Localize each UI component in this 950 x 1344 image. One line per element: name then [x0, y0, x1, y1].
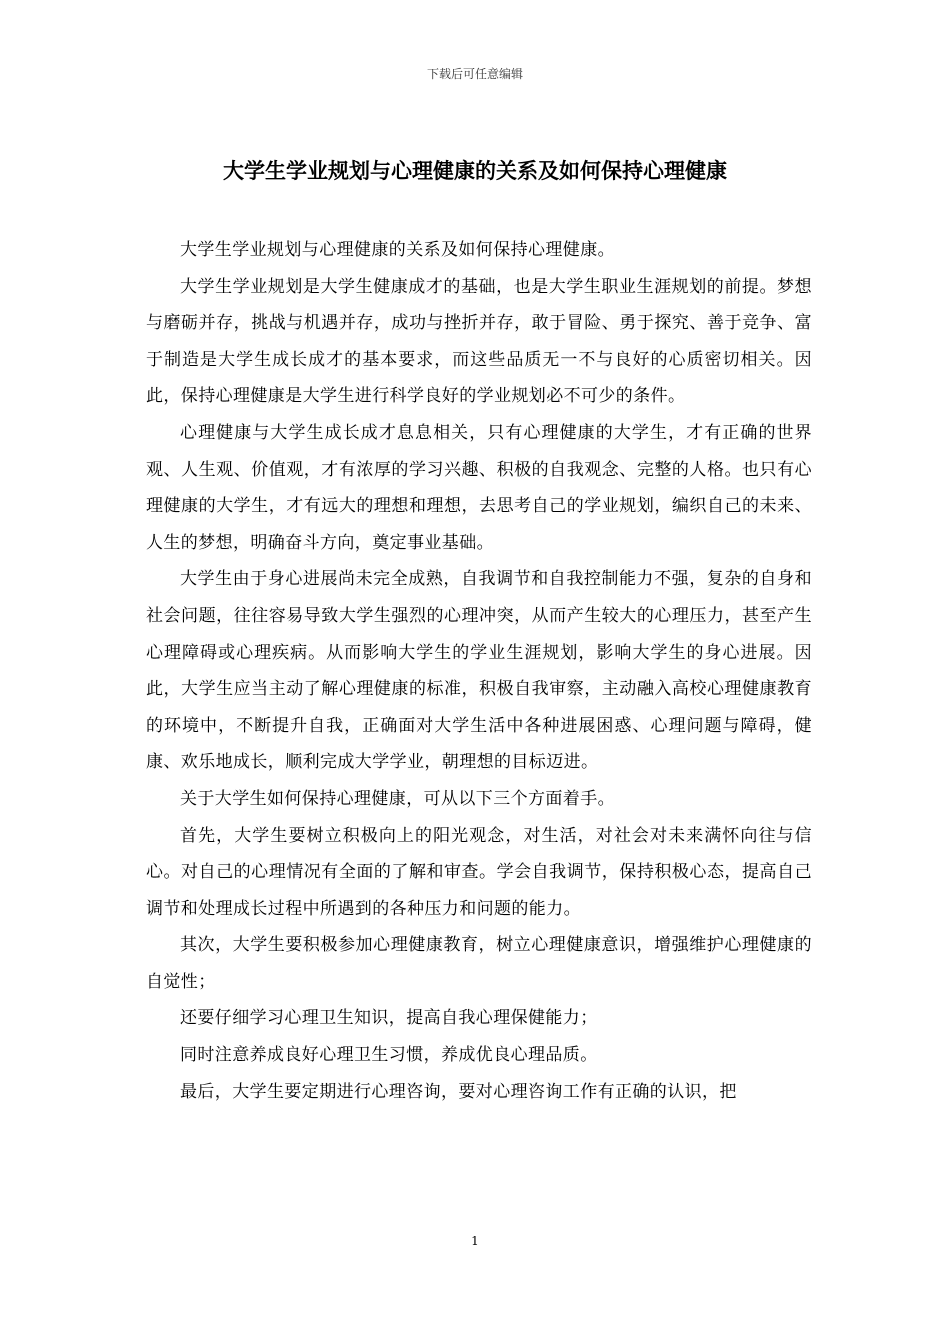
paragraph: 其次，大学生要积极参加心理健康教育，树立心理健康意识，增强维护心理健康的自觉性； [146, 935, 812, 992]
paragraph: 最后，大学生要定期进行心理咨询，要对心理咨询工作有正确的认识，把 [180, 1081, 737, 1102]
document-title: 大学生学业规划与心理健康的关系及如何保持心理健康 [223, 158, 727, 183]
page-number: 1 [471, 1234, 479, 1248]
paragraph: 大学生学业规划是大学生健康成才的基础，也是大学生职业生涯规划的前提。梦想与磨砺并存，挑战与机遇并存，成功与挫折并存，敢于冒险、勇于探究、善于竞争、富于制造是大学生成长成才的基本要求，而这些品质无一不与良好的心质密切相关。因此，保持心理健康是大学生进行科学良好的学业规划必不可少的条件。 [146, 276, 812, 407]
paragraph: 大学生学业规划与心理健康的关系及如何保持心理健康。 [180, 240, 615, 260]
paragraph: 大学生由于身心进展尚未完全成熟，自我调节和自我控制能力不强，复杂的自身和社会问题，往往容易导致大学生强烈的心理冲突，从而产生较大的心理压力，甚至产生心理障碍或心理疾病。从而影响大学生的学业生涯规划，影响大学生的身心进展。因此，大学生应当主动了解心理健康的标准，积极自我审察，主动融入高校心理健康教育的环境中，不断提升自我，正确面对大学生活中各种进展困惑、心理问题与障碍，健康、欢乐地成长，顺利完成大学学业，朝理想的目标迈进。 [146, 569, 812, 773]
paragraph: 还要仔细学习心理卫生知识，提高自我心理保健能力； [180, 1008, 598, 1029]
paragraph: 首先，大学生要树立积极向上的阳光观念，对生活，对社会对未来满怀向往与信心。对自己的心理情况有全面的了解和审查。学会自我调节，保持积极心态，提高自己调节和处理成长过程中所遇到的各种压力和问题的能力。 [146, 825, 812, 919]
page-header: 下载后可任意编辑 [426, 67, 523, 81]
paragraph: 同时注意养成良好心理卫生习惯，养成优良心理品质。 [180, 1045, 598, 1066]
document-body [146, 232, 812, 1110]
paragraph: 心理健康与大学生成长成才息息相关，只有心理健康的大学生，才有正确的世界观、人生观、价值观，才有浓厚的学习兴趣、积极的自我观念、完整的人格。也只有心理健康的大学生，才有远大的理想和理想，去思考自己的学业规划，编织自己的未来、人生的梦想，明确奋斗方向，奠定事业基础。 [146, 422, 812, 553]
paragraph: 关于大学生如何保持心理健康，可从以下三个方面着手。 [180, 788, 615, 809]
